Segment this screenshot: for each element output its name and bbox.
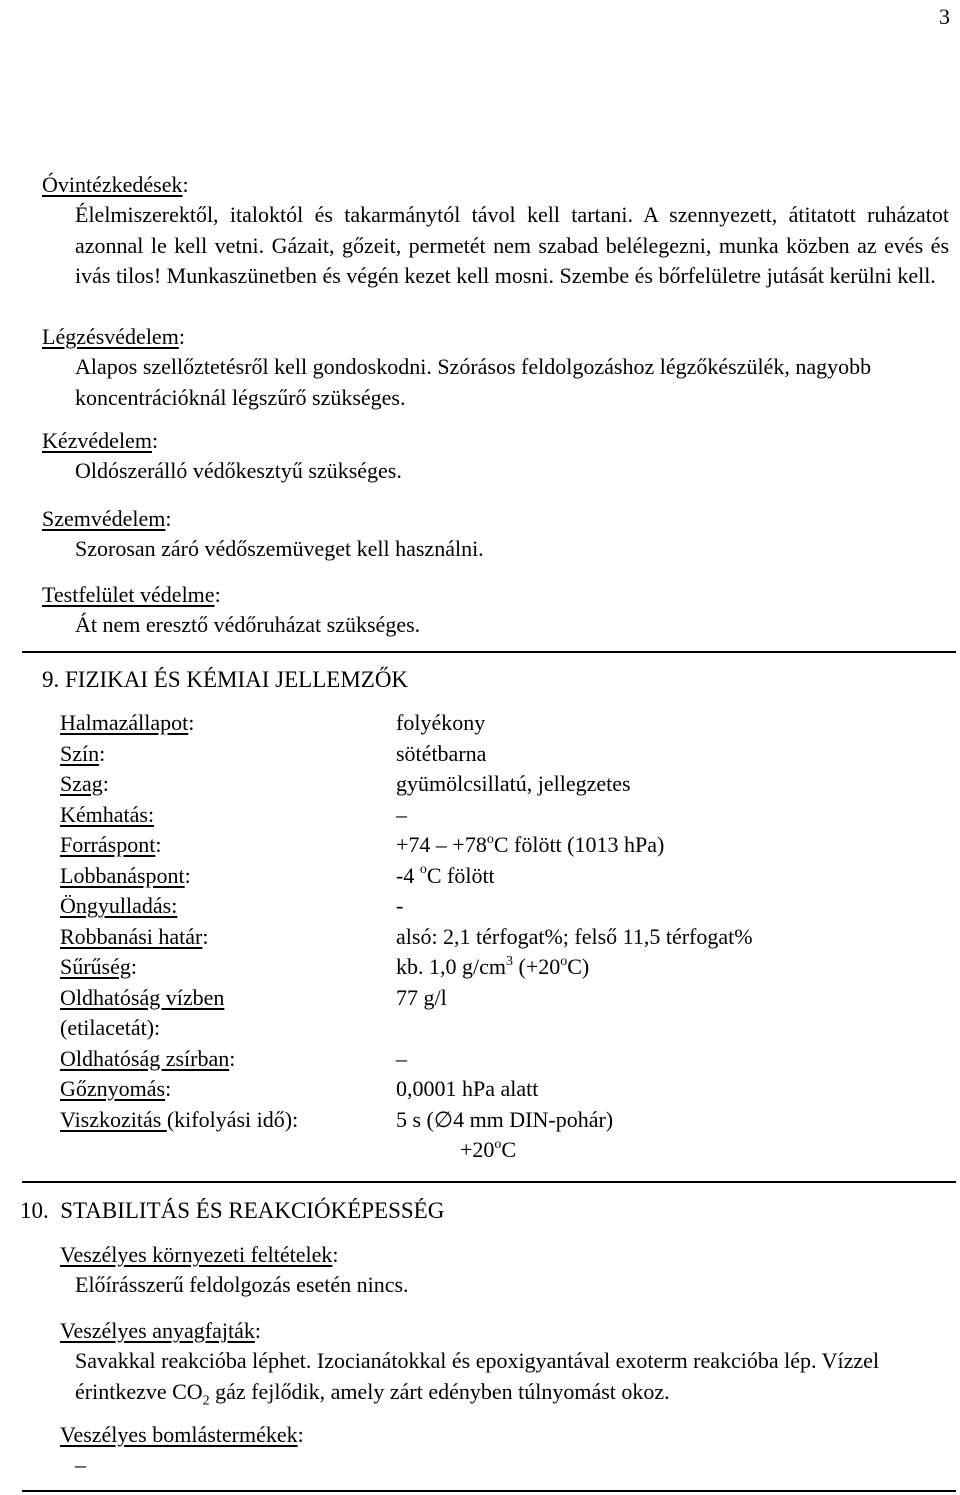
section-divider — [22, 1181, 956, 1183]
odor-value: gyümölcsillatú, jellegzetes — [396, 771, 631, 796]
water-solubility-value: 77 g/l — [396, 984, 447, 1010]
precautions-label: Óvintézkedések: — [42, 172, 189, 197]
body-protection-text: Át nem eresztő védőruházat szükséges. — [75, 612, 421, 637]
precautions-text: Élelmiszerektől, italoktól és takarmánytól távol kell tartani. A szennyezett, átitatott ruházatot azonnal le kell vetni. Gázait, gőzeit, permetét nem szabad belélegezni, munka közben az evés és ivás tilos! Munkaszünetben és végén kezet kell mosni. Szembe és bőrfelületre jutását kerülni kell. — [75, 202, 949, 288]
hazardous-materials-text: Savakkal reakcióba léphet. Izocianátokkal és epoxigyantával exoterm reakcióba lép. Vízzel érintkezve $CO_2$ gáz fejlődik, amely zárt edényben túlnyomást okoz. — [75, 1348, 880, 1408]
respiratory-protection-label: Légzésvédelem: — [42, 324, 185, 349]
boiling-point-value: $+74 - +78^oC$ fölött (1013 hPa) — [396, 831, 665, 857]
viscosity-temperature-value: $+20^oC$ — [460, 1136, 517, 1162]
hazardous-conditions-text: Előírásszerű feldolgozás esetén nincs. — [75, 1272, 409, 1297]
property-row: Kémhatás: – — [60, 800, 940, 831]
hazardous-conditions-label: Veszélyes környezeti feltételek: — [60, 1242, 339, 1267]
property-row: Robbanási határ: alsó: 2,1 térfogat%; felső 11,5 térfogat% — [60, 922, 940, 953]
section-9-heading: 9. FIZIKAI ÉS KÉMIAI JELLEMZŐK — [42, 667, 409, 692]
hazardous-materials-label: Veszélyes anyagfajták: — [60, 1318, 261, 1343]
property-row: Viszkozitás (kifolyási idő): 5 s (∅4 mm DIN-pohár) — [60, 1105, 940, 1136]
state-value: folyékony — [396, 710, 486, 735]
property-row: Oldhatóság zsírban: – — [60, 1044, 940, 1075]
section-divider — [22, 1490, 956, 1492]
autoignition-value: - — [396, 893, 404, 918]
explosion-limit-value: alsó: 2,1 térfogat%; felső 11,5 térfogat% — [396, 923, 753, 949]
color-value: sötétbarna — [396, 740, 487, 766]
property-row: (etilacetát): — [60, 1015, 161, 1040]
property-row — [60, 1135, 940, 1166]
physical-properties-table — [60, 708, 940, 1166]
respiratory-protection-text: Alapos szellőztetésről kell gondoskodni. Szórásos feldolgozáshoz légzőkészülék, nagyobb koncentrációknál légszűrő szükséges. — [75, 354, 872, 410]
property-row: Halmazállapot: folyékony — [60, 708, 940, 739]
decomposition-products-label: Veszélyes bomlástermékek: — [60, 1422, 304, 1447]
flash-point-value: -4 $^o$C fölött — [396, 862, 495, 888]
vapor-pressure-value: 0,0001 hPa alatt — [396, 1076, 539, 1101]
eye-protection-text: Szorosan záró védőszemüveget kell használni. — [75, 536, 484, 561]
hand-protection-label: Kézvédelem: — [42, 428, 159, 453]
property-row: Gőznyomás: 0,0001 hPa alatt — [60, 1074, 940, 1105]
eye-protection-label: Szemvédelem: — [42, 506, 172, 531]
diameter-icon: ∅ — [433, 1106, 454, 1132]
section-divider — [22, 651, 956, 653]
hand-protection-text: Oldószerálló védőkesztyű szükséges. — [75, 458, 402, 483]
property-row: Lobbanáspont: -4 $^o$C fölött — [60, 861, 940, 892]
fat-solubility-value: – — [396, 1045, 407, 1071]
decomposition-products-text: – — [75, 1452, 86, 1477]
property-row: Szín: sötétbarna — [60, 739, 940, 770]
property-row: Szag: gyümölcsillatú, jellegzetes — [60, 769, 940, 800]
property-row: Oldhatóság vízben 77 g/l — [60, 983, 940, 1014]
property-row: Forráspont: $+74 - +78^oC$ fölött (1013 hPa) — [60, 830, 940, 861]
property-row: Öngyulladás: - — [60, 891, 940, 922]
body-protection-label: Testfelület védelme: — [42, 582, 221, 607]
page-number: 3 — [939, 4, 950, 29]
section-10-heading: 10. STABILITÁS ÉS REAKCIÓKÉPESSÉG — [20, 1198, 445, 1223]
property-row: Sűrűség: kb. 1,0 $g/cm^3$ $(+20^oC)$ — [60, 952, 940, 983]
ph-value: – — [396, 801, 407, 827]
density-value: kb. 1,0 $g/cm^3$ $(+20^oC)$ — [396, 953, 590, 979]
viscosity-value: 5 s (∅4 mm DIN-pohár) — [396, 1106, 614, 1132]
